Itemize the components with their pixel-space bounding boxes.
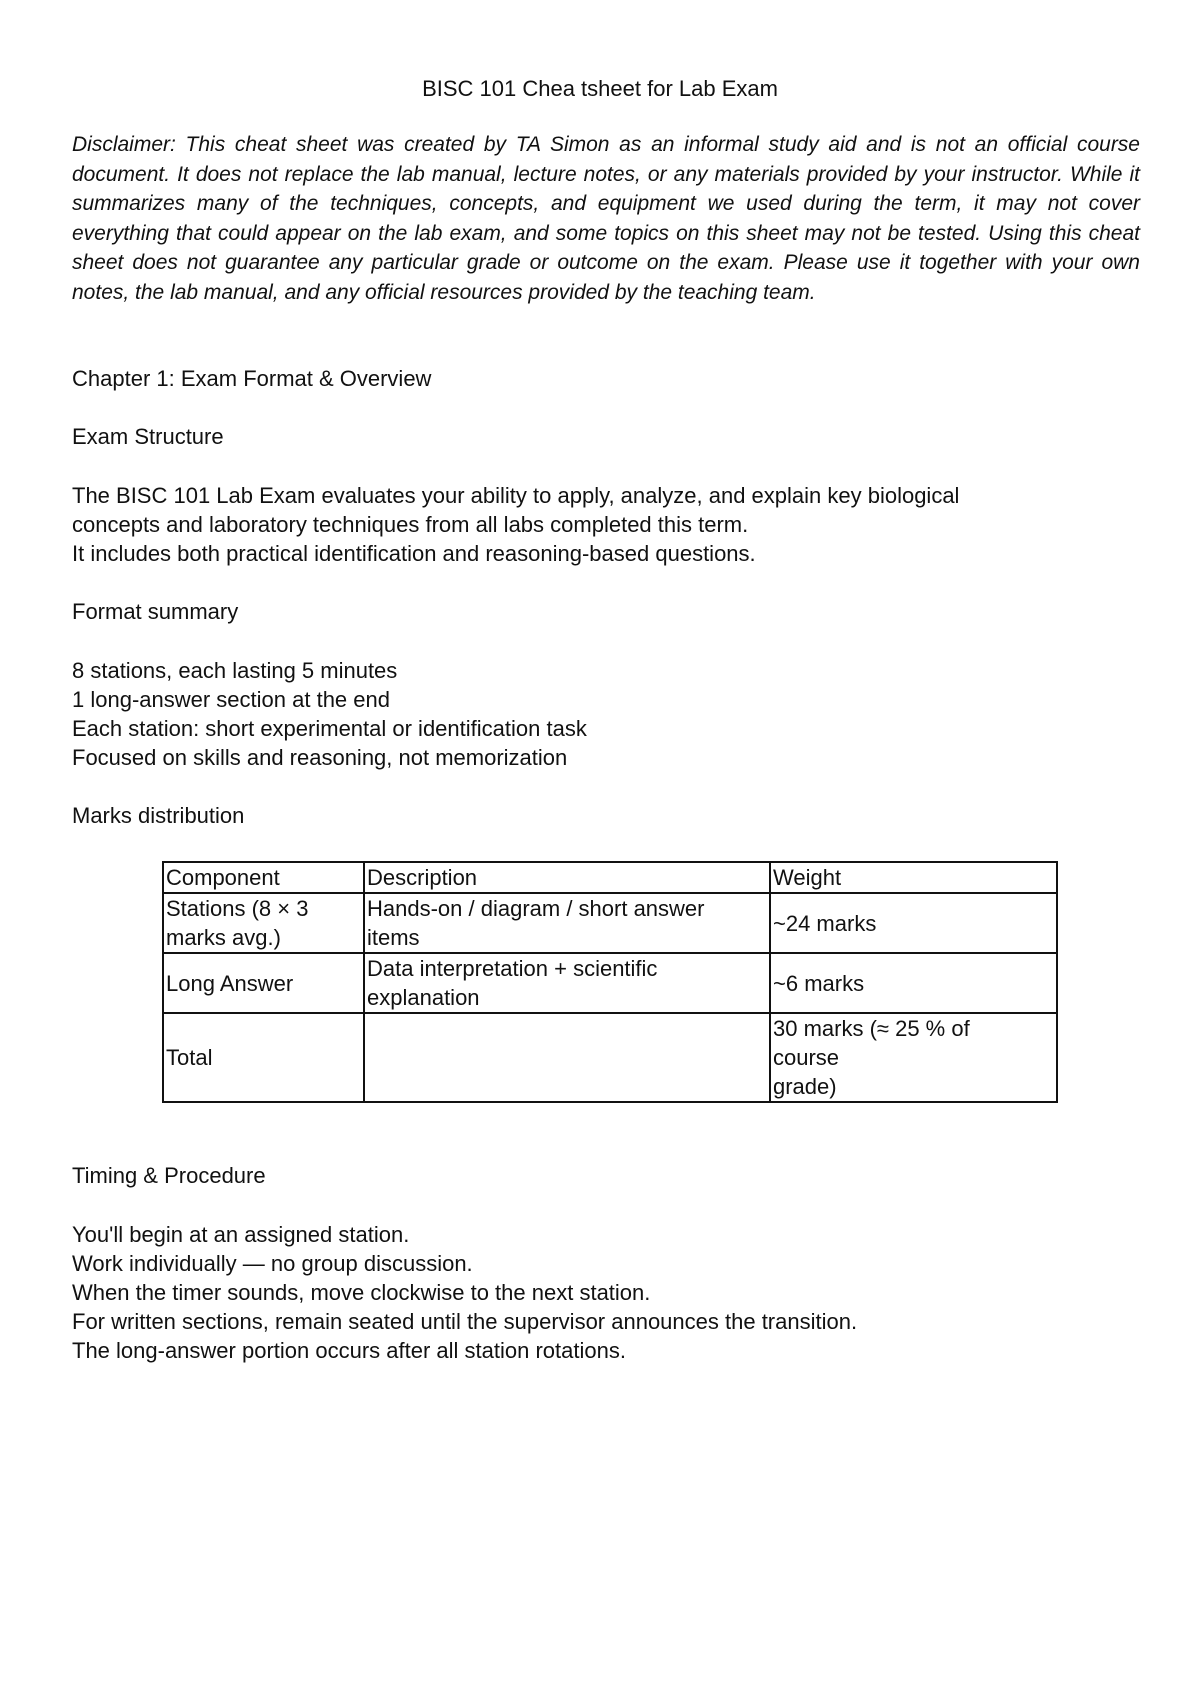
timing-heading: Timing & Procedure [72,1163,266,1188]
table-header-cell: Description [364,862,770,893]
table-header-cell: Weight [770,862,1057,893]
timing-item: The long-answer portion occurs after all station rotations. [72,1338,626,1363]
table-cell [770,1013,1057,1102]
table-row [163,953,1057,1013]
cell-line: course [773,1045,840,1070]
table-header-row [163,862,1057,893]
cell-line: explanation [367,985,480,1010]
exam-structure-heading: Exam Structure [72,424,224,449]
marks-table [162,861,1058,1103]
table-row [163,893,1057,953]
cell-line: Data interpretation + scientific [367,956,658,981]
cell-line: Stations (8 × 3 [166,896,309,921]
table-cell [163,1013,364,1102]
cell-line: 30 marks (≈ 25 % of [773,1016,970,1041]
table-cell [364,1013,770,1102]
format-summary-item: 1 long-answer section at the end [72,687,390,712]
table-cell [163,953,364,1013]
cell-line: Hands-on / diagram / short answer [367,896,705,921]
table-cell [364,953,770,1013]
cell-line: Long Answer [166,970,294,996]
timing-item: You'll begin at an assigned station. [72,1222,410,1247]
cell-line: ~24 marks [773,910,877,936]
chapter-heading: Chapter 1: Exam Format & Overview [72,366,432,391]
exam-structure-line: It includes both practical identification and reasoning-based questions. [72,541,756,566]
exam-structure-line: The BISC 101 Lab Exam evaluates your ability to apply, analyze, and explain key biological [72,483,960,508]
table-row [163,1013,1057,1102]
timing-item: For written sections, remain seated until the supervisor announces the transition. [72,1309,858,1334]
format-summary-item: Each station: short experimental or identification task [72,716,587,741]
format-summary-heading: Format summary [72,599,239,624]
cell-line: marks avg.) [166,925,281,950]
format-summary-item: 8 stations, each lasting 5 minutes [72,658,398,683]
table-cell [364,893,770,953]
table-cell [163,893,364,953]
table-cell [770,953,1057,1013]
cell-line: ~6 marks [773,970,865,996]
marks-distribution-heading: Marks distribution [72,803,245,828]
cell-line: items [367,925,420,950]
marks-table-container [162,861,1044,1103]
cell-line: grade) [773,1074,837,1099]
format-summary-item: Focused on skills and reasoning, not memorization [72,745,568,770]
disclaimer-paragraph: Disclaimer: This cheat sheet was created by TA Simon as an informal study aid and is not an official course document. It does not replace the lab manual, lecture notes, or any materials provided by your instructor. While it summarizes many of the techniques, concepts, and equipment we used during the term, it may not cover everything that could appear on the lab exam, and some topics on this sheet may not be tested. Using this cheat sheet does not guarantee any particular grade or outcome on the exam. Please use it together with your own notes, the lab manual, and any official resources provided by the teaching team. [72,133,1140,304]
cell-line: Total [166,1045,213,1070]
timing-item: When the timer sounds, move clockwise to the next station. [72,1280,651,1305]
table-cell [770,893,1057,953]
exam-structure-line: concepts and laboratory techniques from all labs completed this term. [72,512,749,537]
document-title: BISC 101 Chea tsheet for Lab Exam [422,76,778,101]
timing-item: Work individually — no group discussion. [72,1251,473,1276]
table-header-cell: Component [163,862,364,893]
